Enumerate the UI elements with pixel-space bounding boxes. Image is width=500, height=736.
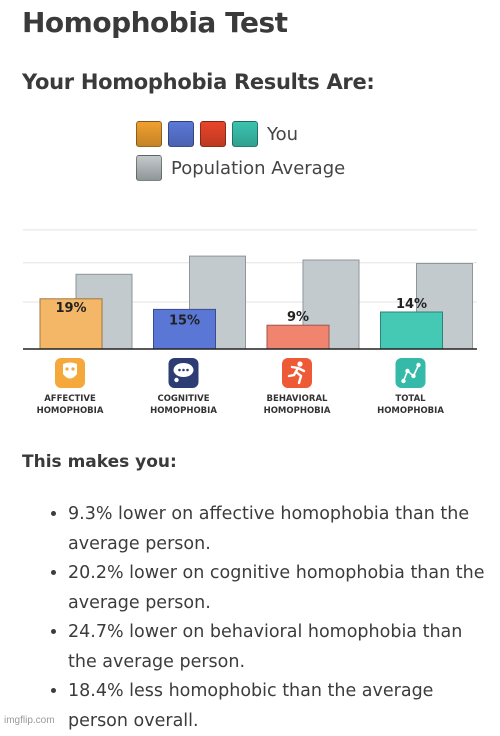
category-label: TOTAL (395, 394, 426, 404)
category-label: HOMOPHOBIA (36, 406, 104, 416)
summary-item: • 24.7% lower on behavioral homophobia than the average person. (68, 618, 488, 677)
data-label: 9% (286, 310, 310, 326)
results-heading: Your Homophobia Results Are: (22, 70, 375, 94)
legend-label-population: Population Average (171, 157, 346, 179)
summary-item: • 9.3% lower on affective homophobia than the average person. (68, 500, 488, 559)
bar-chart (0, 225, 500, 425)
category-label: COGNITIVE (157, 394, 210, 404)
legend-swatch-population (136, 155, 162, 181)
summary-list (46, 500, 488, 736)
legend-swatch-you-4 (232, 121, 258, 147)
thought-bubble-icon (169, 358, 199, 388)
data-label: 15% (168, 313, 201, 329)
legend-swatch-you-3 (200, 121, 226, 147)
category-label: AFFECTIVE (44, 394, 96, 404)
watermark: imgflip.com (4, 715, 55, 726)
summary-item: • 18.4% less homophobic than the average person overall. (68, 677, 488, 736)
legend-label-you: You (267, 123, 299, 145)
legend-swatch-you-2 (168, 121, 194, 147)
summary-item: • 20.2% lower on cognitive homophobia than the average person. (68, 559, 488, 618)
page-title: Homophobia Test (22, 6, 288, 39)
summary-heading: This makes you: (22, 452, 177, 472)
legend-swatch-you-1 (136, 121, 162, 147)
legend-row-you (136, 119, 345, 149)
chart-legend (136, 119, 345, 187)
legend-row-population (136, 153, 345, 183)
data-label: 19% (55, 300, 87, 316)
running-person-icon (282, 358, 312, 388)
network-graph-icon (396, 358, 426, 388)
category-label: BEHAVIORAL (266, 394, 328, 404)
you-bar (267, 325, 329, 349)
category-label: HOMOPHOBIA (263, 406, 331, 416)
mask-icon (55, 358, 85, 388)
data-label: 14% (395, 297, 428, 312)
you-bar (381, 312, 443, 349)
category-label: HOMOPHOBIA (150, 406, 217, 416)
category-label: HOMOPHOBIA (377, 406, 444, 416)
